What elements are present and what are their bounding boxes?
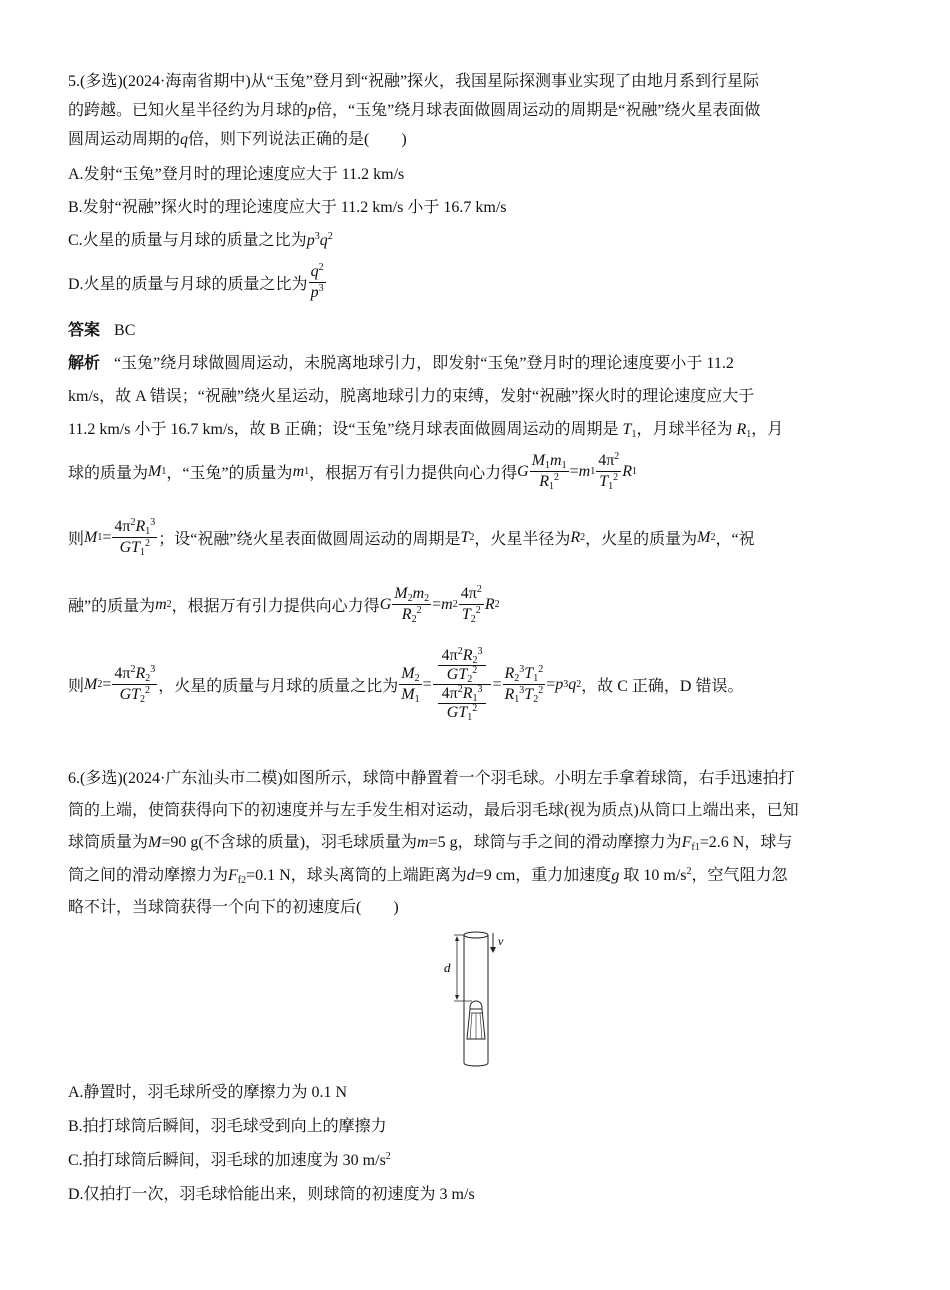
fraction: $\frac{M_2}{M_1}$ (401, 665, 420, 705)
d-arrow-down (455, 995, 459, 1000)
q5-stem-line3: 圆周运动周期的q倍，则下列说法正确的是( ) (68, 131, 407, 148)
q5-option-a: A.发射“玉兔”登月时的理论速度应大于 11.2 km/s (68, 166, 405, 183)
tube-top-rim (464, 932, 488, 938)
fraction: $\frac{q^2}{p^3}$ (310, 262, 324, 301)
fraction: $\frac{4\pi^2R_2^3}{GT_2^2}$ (114, 664, 156, 705)
q5-option-c: C.火星的质量与月球的质量之比为$p^3q^2$ (68, 231, 333, 249)
q5-analysis-line1: 解析 “玉兔”绕月球做圆周运动，未脱离地球引力，即发射“玉兔”登月时的理论速度要小于 11.2 (68, 355, 734, 372)
fraction: $\frac{M_1m_1}{R_1^2}$ (531, 452, 567, 492)
tube-bottom-rim (464, 1063, 488, 1066)
q5-analysis-line5: 则 M 1 = $\frac{4\pi^2R_1^3}{GT_1^2}$ ；设“祝融”绕火星表面做圆周运动的周期是 T 2 ，火星半径为 R 2 ，火星的质量为 M 2 ，“祝 (68, 517, 755, 558)
q5-answer: 答案 BC (68, 322, 136, 339)
fraction: $\frac{M_2m_2}{R_2^2}$ (394, 585, 430, 625)
q5-stem-line2: 的跨越。已知火星半径约为月球的p倍，“玉兔”绕月球表面做圆周运动的周期是“祝融”绕火星表面做 (68, 102, 761, 119)
q5-analysis-line4: 球的质量为 M 1 ，“玉兔”的质量为 m 1 ，根据万有引力提供向心力得 G $\frac{M_1m_1}{R_1^2}$ = m 1 $\frac{4\pi^2}{T_1^2}$ R 1 (68, 451, 638, 492)
fraction: $\frac{4\pi^2R_1^3}{GT_1^2}$ (114, 517, 156, 558)
d-arrow-up (455, 936, 459, 941)
velocity-label: v (498, 934, 504, 948)
q6-option-a: A.静置时，羽毛球所受的摩擦力为 0.1 N (68, 1084, 348, 1101)
fraction: $\frac{4\pi^2}{T_1^2}$ (598, 451, 620, 492)
q6-stem-line1: 6.(多选)(2024·广东汕头市二模)如图所示，球筒中静置着一个羽毛球。小明左手拿着球筒，右手迅速拍打 (68, 770, 795, 787)
q5-option-b: B.发射“祝融”探火时的理论速度应大于 11.2 km/s 小于 16.7 km/s (68, 199, 507, 216)
q6-stem-line3: 球筒质量为M=90 g(不含球的质量)，羽毛球质量为m=5 g，球筒与手之间的滑动摩擦力为$F_{f1}=2.6$ N，球与 (68, 834, 793, 853)
q5-option-d: D.火星的质量与月球的质量之比为 $\frac{q^2}{p^3}$ (68, 262, 324, 301)
q5-analysis-line2: km/s，故 A 错误；“祝融”绕火星运动，脱离地球引力的束缚，发射“祝融”探火时的理论速度应大于 (68, 388, 755, 405)
q5-analysis-line7: 则 M 2 = $\frac{4\pi^2R_2^3}{GT_2^2}$ ，火星的质量与月球的质量之比为 $\frac{M_2}{M_1}$ = $\frac{\frac{4\pi^2R_2^3}{GT_2^2}}{\frac{4\pi^2R_1^3}{GT_1^2}}$ = $\frac{R_2^3T_1^2}{R_1^3T_2^2}$ = p 3 q 2 ，故 C 正确，D 错误。 (68, 646, 744, 723)
fraction: $\frac{4\pi^2}{T_2^2}$ (460, 584, 482, 625)
q6-option-b: B.拍打球筒后瞬间，羽毛球受到向上的摩擦力 (68, 1118, 387, 1135)
q5-analysis-line6: 融”的质量为 m 2 ，根据万有引力提供向心力得 G $\frac{M_2m_2}{R_2^2}$ = m 2 $\frac{4\pi^2}{T_2^2}$ R 2 (68, 584, 500, 625)
distance-label: d (444, 960, 451, 975)
q6-stem-line5: 略不计，当球筒获得一个向下的初速度后( ) (68, 899, 399, 916)
q6-option-d: D.仅拍打一次，羽毛球恰能出来，则球筒的初速度为 3 m/s (68, 1186, 475, 1203)
velocity-arrowhead (490, 947, 496, 953)
shuttlecock-tube-figure (430, 925, 530, 1080)
q5-stem-line1: 5.(多选)(2024·海南省期中)从“玉兔”登月到“祝融”探火，我国星际探测事业实现了由地月系到行星际 (68, 73, 760, 90)
fraction: $\frac{R_2^3T_1^2}{R_1^3T_2^2}$ (504, 664, 544, 705)
q6-option-c: C.拍打球筒后瞬间，羽毛球的加速度为 30 $m/s^2$ (68, 1151, 391, 1169)
q6-stem-line4: 筒之间的滑动摩擦力为$F_{f2}=0.1$ N，球头离筒的上端距离为d=9 cm，重力加速度g 取 10 $m/s^2$，空气阻力忽 (68, 866, 788, 886)
compound-fraction (433, 647, 492, 722)
q5-analysis-line3: 11.2 km/s 小于 16.7 km/s，故 B 正确；设“玉兔”绕月球表面做圆周运动的周期是 $T_1$，月球半径为 $R_1$，月 (68, 421, 784, 440)
fraction: $\frac{4\pi^2R_2^3}{GT_2^2}$ (438, 647, 487, 684)
fraction: $\frac{4\pi^2R_1^3}{GT_1^2}$ (438, 685, 487, 722)
q6-stem-line2: 筒的上端，使筒获得向下的初速度并与左手发生相对运动，最后羽毛球(视为质点)从筒口上端出来，已知 (68, 802, 799, 819)
